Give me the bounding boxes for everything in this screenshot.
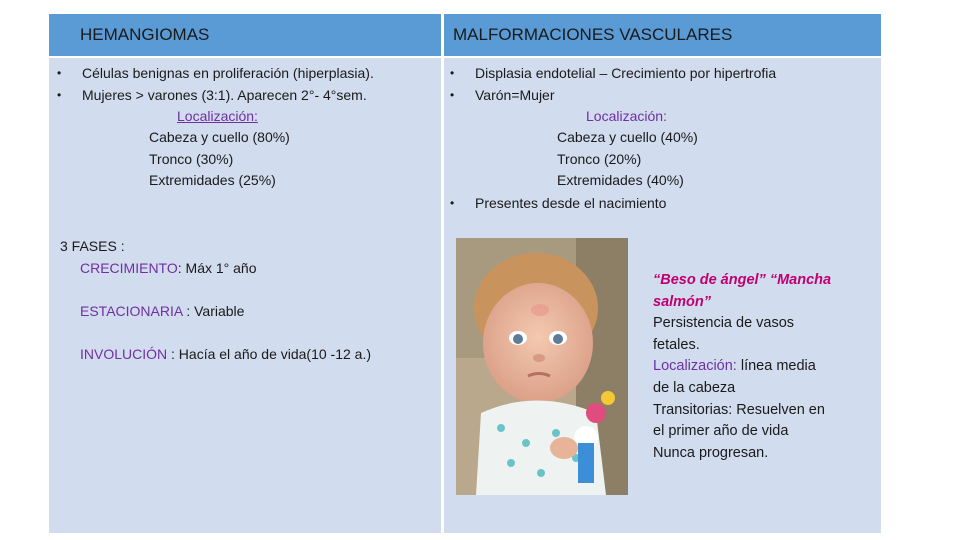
header-right-text: MALFORMACIONES VASCULARES [453, 25, 733, 44]
loc-item: Tronco (30%) [149, 151, 234, 167]
bullet-icon: • [450, 196, 455, 210]
fases-title: 3 FASES : [60, 238, 125, 254]
baby-photo [456, 238, 628, 495]
side-title-1: “Beso de ángel” “Mancha [653, 272, 832, 288]
header-hemangiomas [49, 14, 441, 56]
loc-item: Extremidades (25%) [149, 172, 276, 188]
loc-item: Cabeza y cuello (40%) [557, 129, 698, 145]
bullet-icon: • [57, 66, 62, 80]
salmon-patch-description: “Beso de ángel” “Mancha salmón” Persistencia de vasos fetales. Localización: línea media de la cabeza Transitorias: Resuelven en el primer año de vida Nunca progresan. [653, 270, 853, 464]
fase-estacionaria: ESTACIONARIA : Variable [80, 303, 245, 319]
fase-involucion: INVOLUCIÓN : Hacía el año de vida(10 -12 a.) [80, 346, 372, 362]
bullet-icon: • [450, 88, 455, 102]
loc-item: Tronco (20%) [557, 151, 642, 167]
header-left-text: HEMANGIOMAS [80, 25, 210, 44]
localizacion-title-left: Localización: [177, 108, 258, 124]
side-title-2: salmón” [653, 293, 712, 310]
loc-item: Extremidades (40%) [557, 172, 684, 188]
header-malformaciones [444, 14, 881, 56]
bullet-icon: • [450, 66, 455, 80]
side-localizacion: Localización: línea media [653, 358, 816, 375]
loc-item: Cabeza y cuello (80%) [149, 129, 290, 145]
localizacion-title-right: Localización: [586, 108, 667, 124]
fase-crecimiento: CRECIMIENTO: Máx 1° año [80, 260, 257, 276]
bullet-icon: • [57, 88, 62, 102]
